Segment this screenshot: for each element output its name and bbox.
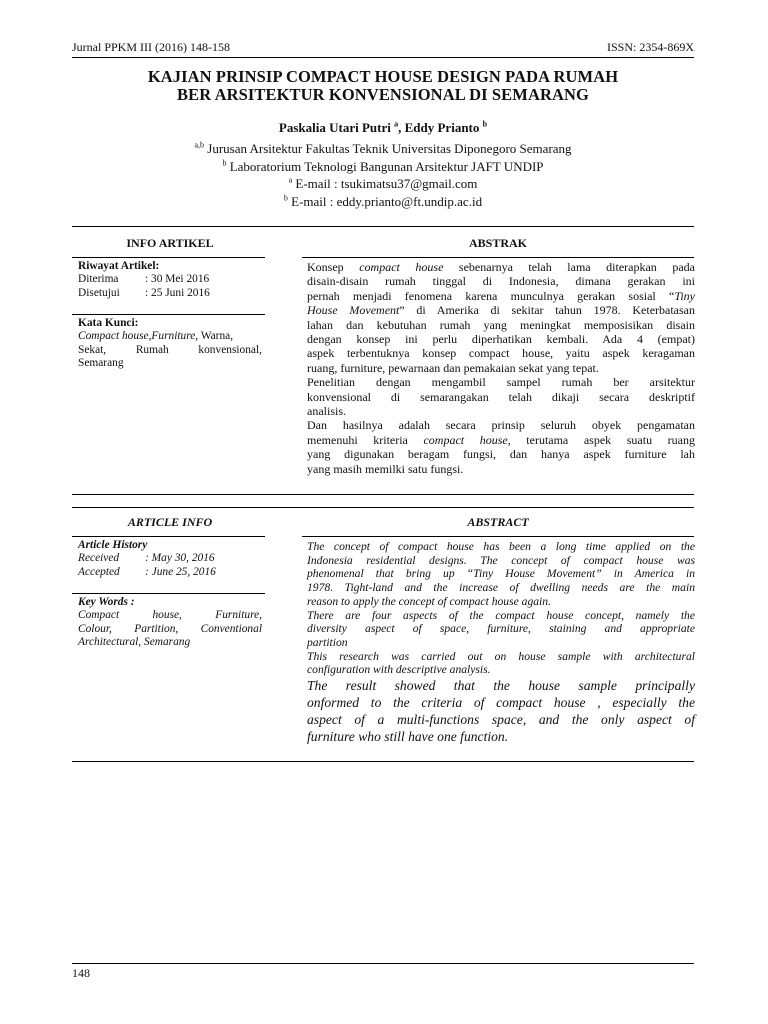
abstract-line: The concept of compact house has been a long time applied on the <box>307 540 695 553</box>
keywords-line: Semarang <box>78 357 124 370</box>
running-header <box>72 40 694 55</box>
abstract-line: House Movement” di Amerika di sekitar tahun 1978. Keterbatasan <box>307 303 695 318</box>
keywords-rule <box>72 314 265 315</box>
abstract-text <box>307 540 695 745</box>
header-rule <box>72 57 694 58</box>
section-bottom-rule <box>72 761 694 762</box>
abstract-line: This research was carried out on house sample with architectural <box>307 649 695 663</box>
journal-citation: Jurnal PPKM III (2016) 148-158 <box>72 40 230 54</box>
keyword-sep: , <box>148 330 152 343</box>
affiliation-line <box>72 193 694 211</box>
author-1-sup: a <box>394 119 399 129</box>
abstract-line: There are four aspects of the compact house concept, namely the <box>307 608 695 622</box>
accepted-key: Accepted <box>78 565 120 578</box>
abstract-line: aspek terbentuknya konsep compact house, yaitu aspek keragaman <box>307 346 695 361</box>
abstract-line: diversity aspect of space, furniture, staining and appropriate <box>307 622 695 636</box>
accepted-date: : June 25, 2016 <box>145 565 216 578</box>
keyword: Furniture <box>151 330 196 343</box>
accepted-key: Disetujui <box>78 286 120 299</box>
author-1: Paskalia Utari Putri <box>278 120 391 135</box>
article-info-abstract-section <box>72 507 694 767</box>
accepted-date: : 25 Juni 2016 <box>145 286 210 299</box>
accepted-row <box>78 566 262 579</box>
section-bottom-rule <box>72 494 694 495</box>
keywords-line: Architectural, Semarang <box>78 636 191 649</box>
abstract-line: onformed to the criteria of compact house , especially the <box>307 695 695 711</box>
abstract-line: aspect of a multi-functions space, and the only aspect of <box>307 712 695 728</box>
author-2: Eddy Prianto <box>404 120 480 135</box>
article-history <box>78 260 262 300</box>
abstract-line: reason to apply the concept of compact house again. <box>307 594 551 608</box>
paper-title <box>72 68 694 104</box>
abstract-line: lahan dan kebutuhan rumah yang meningkat memposisikan disain <box>307 317 695 332</box>
keyword: Conventional <box>200 622 262 635</box>
keywords-label: Kata Kunci: <box>78 317 139 329</box>
abstract-line: konvensional di semarangakan telah dikaji secara deskriptif <box>307 389 695 404</box>
keywords-line <box>78 609 262 622</box>
affiliation-line <box>72 158 694 176</box>
abstract-line: Dan hasilnya adalah secara prinsip seluruh obyek pengamatan <box>307 418 695 433</box>
keyword: Compact <box>78 609 120 622</box>
received-row <box>78 273 262 286</box>
abstract-line: partition <box>307 635 348 649</box>
abstract-line: yang digunakan beragam fungsi, dan hanya aspek furniture lah <box>307 447 695 462</box>
info-abstrak-section <box>72 226 694 498</box>
abstract-line: yang masih memilki satu fungsi. <box>307 461 464 476</box>
keywords <box>78 317 262 371</box>
keyword: konvensional, <box>198 343 262 356</box>
abstract-line: 1978. Tight-land and the increase of dwelling needs are the main <box>307 581 695 595</box>
abstract-line: ruang, furniture, pewarnaan dan pemakaian sekat yang tepat. <box>307 360 599 375</box>
keyword: Rumah <box>135 343 169 356</box>
accepted-row <box>78 287 262 300</box>
abstract-line: Konsep compact house sebenarnya telah lama diterapkan pada <box>307 260 695 274</box>
keyword: Partition, <box>134 622 179 635</box>
issn: ISSN: 2354-869X <box>606 40 694 54</box>
info-rule <box>72 536 265 537</box>
section-top-rule <box>72 507 694 508</box>
section-top-rule <box>72 226 694 227</box>
abstract-line: pernah menjadi fenomena karena munculnya gerakan sosial “Tiny <box>307 288 695 303</box>
affiliations <box>72 140 694 210</box>
affiliation-sup: a <box>288 175 293 185</box>
title-line-2: BER ARSITEKTUR KONVENSIONAL DI SEMARANG <box>177 85 589 104</box>
history-label: Article History <box>78 539 148 551</box>
keyword: Furniture, <box>215 609 262 622</box>
abstrak-heading: ABSTRAK <box>468 236 527 250</box>
abstract-line: disain-disain rumah tinggal di Indonesia, dimana gerakan ini <box>307 274 695 289</box>
keyword: Colour, <box>78 622 112 635</box>
abstrak-text <box>307 260 695 476</box>
affiliation-sup: b <box>222 158 227 168</box>
abstract-line: analisis. <box>307 404 346 419</box>
abstract-line: The result showed that the house sample principally <box>307 678 695 694</box>
email-text: E-mail : eddy.prianto@ft.undip.ac.id <box>291 193 483 209</box>
keyword: house, <box>152 609 182 622</box>
keyword: , Warna, <box>195 330 234 343</box>
affiliation-text: Laboratorium Teknologi Bangunan Arsitektur JAFT UNDIP <box>229 158 544 174</box>
abstract-line: Penelitian dengan mengambil sampel rumah ber arsitektur <box>307 375 695 390</box>
keywords <box>78 596 262 650</box>
received-key: Diterima <box>78 273 119 286</box>
received-date: : May 30, 2016 <box>145 552 215 565</box>
keyword: Sekat, <box>78 343 107 356</box>
affiliation-sup: a,b <box>194 140 205 150</box>
abstract-line: phenomenal that bring up “Tiny House Movement” in America in <box>307 567 695 581</box>
received-row <box>78 552 262 565</box>
affiliation-sup: b <box>283 193 288 203</box>
received-key: Received <box>78 552 120 565</box>
page-number: 148 <box>72 966 90 980</box>
keywords-rule <box>72 593 265 594</box>
article-info-heading: ARTICLE INFO <box>127 515 213 529</box>
keywords-line <box>78 623 262 636</box>
received-date: : 30 Mei 2016 <box>145 273 210 286</box>
abstract-rule <box>302 257 694 258</box>
affiliation-line <box>72 175 694 193</box>
article-history <box>78 539 262 579</box>
abstract-rule <box>302 536 694 537</box>
footer-rule <box>72 963 694 964</box>
title-line-1: KAJIAN PRINSIP COMPACT HOUSE DESIGN PADA RUMAH <box>147 67 619 86</box>
keywords-line <box>78 344 262 357</box>
abstract-line: memenuhi kriteria compact house, terutama aspek suatu ruang <box>307 432 695 447</box>
affiliation-line <box>72 140 694 158</box>
author-list: Paskalia Utari Putri $^a$, Eddy Prianto $^b$ <box>278 119 488 135</box>
author-2-sup: b <box>482 119 488 129</box>
email-text: E-mail : tsukimatsu37@gmail.com <box>295 176 478 191</box>
keyword: Compact house <box>78 330 149 343</box>
abstract-line: furniture who still have one function. <box>307 729 509 745</box>
abstract-line: dengan konsep ini perlu diperhatikan kembali. Ada 4 (empat) <box>307 332 695 347</box>
info-artikel-heading: INFO ARTIKEL <box>126 236 214 250</box>
abstract-line: configuration with descriptive analysis. <box>307 663 491 677</box>
affiliation-text: Jurusan Arsitektur Fakultas Teknik Universitas Diponegoro Semarang <box>207 141 572 156</box>
keywords-label: Key Words : <box>78 596 135 608</box>
history-label: Riwayat Artikel: <box>78 260 160 272</box>
keywords-line <box>78 330 262 343</box>
info-rule <box>72 257 265 258</box>
abstract-line: Indonesia residential designs. The concept of compact house was <box>307 553 695 567</box>
abstract-heading: ABSTRACT <box>467 515 529 529</box>
